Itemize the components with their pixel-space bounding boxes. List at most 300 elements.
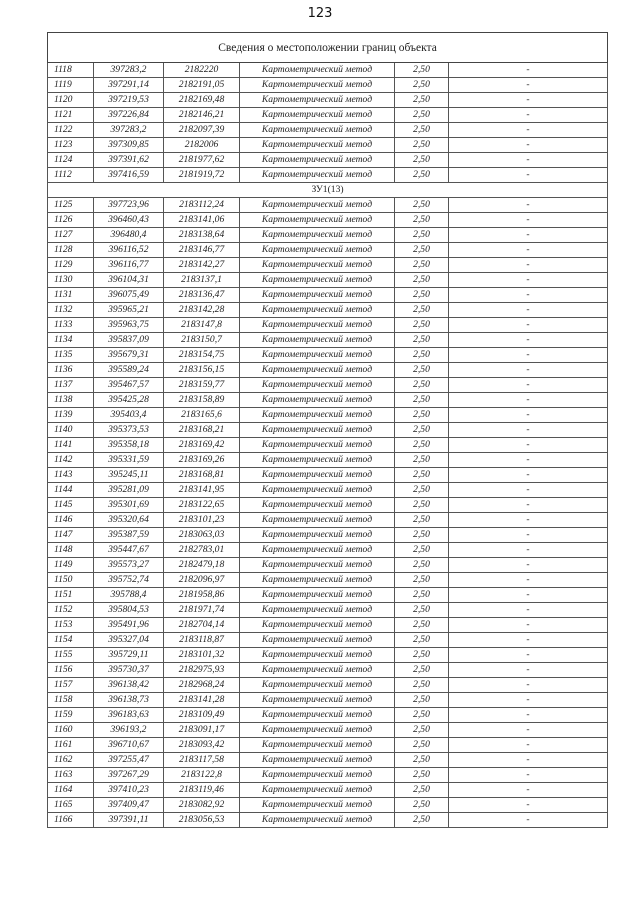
description-cell: - bbox=[449, 258, 608, 273]
point-number-cell: 1130 bbox=[48, 273, 94, 288]
description-cell: - bbox=[449, 633, 608, 648]
method-cell: Картометрический метод bbox=[240, 153, 395, 168]
point-number-cell: 1133 bbox=[48, 318, 94, 333]
method-cell: Картометрический метод bbox=[240, 198, 395, 213]
method-cell: Картометрический метод bbox=[240, 618, 395, 633]
description-cell: - bbox=[449, 573, 608, 588]
point-number-cell: 1120 bbox=[48, 93, 94, 108]
precision-cell: 2,50 bbox=[395, 573, 449, 588]
description-cell: - bbox=[449, 753, 608, 768]
coord-y-cell: 2183168,21 bbox=[164, 423, 240, 438]
point-number-cell: 1134 bbox=[48, 333, 94, 348]
precision-cell: 2,50 bbox=[395, 558, 449, 573]
point-number-cell: 1142 bbox=[48, 453, 94, 468]
coord-y-cell: 2183147,8 bbox=[164, 318, 240, 333]
coord-x-cell: 395331,59 bbox=[94, 453, 164, 468]
coord-x-cell: 395320,64 bbox=[94, 513, 164, 528]
precision-cell: 2,50 bbox=[395, 423, 449, 438]
point-number-cell: 1146 bbox=[48, 513, 94, 528]
coord-y-cell: 2181977,62 bbox=[164, 153, 240, 168]
method-cell: Картометрический метод bbox=[240, 738, 395, 753]
coord-y-cell: 2183154,75 bbox=[164, 348, 240, 363]
precision-cell: 2,50 bbox=[395, 288, 449, 303]
table-row bbox=[48, 93, 608, 108]
point-number-cell: 1164 bbox=[48, 783, 94, 798]
coord-x-cell: 396183,63 bbox=[94, 708, 164, 723]
method-cell: Картометрический метод bbox=[240, 633, 395, 648]
method-cell: Картометрический метод bbox=[240, 798, 395, 813]
precision-cell: 2,50 bbox=[395, 528, 449, 543]
precision-cell: 2,50 bbox=[395, 483, 449, 498]
description-cell: - bbox=[449, 348, 608, 363]
precision-cell: 2,50 bbox=[395, 708, 449, 723]
coord-y-cell: 2182479,18 bbox=[164, 558, 240, 573]
precision-cell: 2,50 bbox=[395, 393, 449, 408]
description-cell: - bbox=[449, 213, 608, 228]
point-number-cell: 1139 bbox=[48, 408, 94, 423]
description-cell: - bbox=[449, 168, 608, 183]
point-number-cell: 1156 bbox=[48, 663, 94, 678]
method-cell: Картометрический метод bbox=[240, 768, 395, 783]
coord-x-cell: 395963,75 bbox=[94, 318, 164, 333]
coord-x-cell: 397226,84 bbox=[94, 108, 164, 123]
precision-cell: 2,50 bbox=[395, 753, 449, 768]
point-number-cell: 1155 bbox=[48, 648, 94, 663]
coord-y-cell: 2183117,58 bbox=[164, 753, 240, 768]
coord-x-cell: 395679,31 bbox=[94, 348, 164, 363]
coord-x-cell: 396075,49 bbox=[94, 288, 164, 303]
description-cell: - bbox=[449, 408, 608, 423]
coord-x-cell: 397283,2 bbox=[94, 63, 164, 78]
coord-y-cell: 2181919,72 bbox=[164, 168, 240, 183]
precision-cell: 2,50 bbox=[395, 678, 449, 693]
coord-x-cell: 395245,11 bbox=[94, 468, 164, 483]
method-cell: Картометрический метод bbox=[240, 108, 395, 123]
table-row bbox=[48, 693, 608, 708]
coord-y-cell: 2183138,64 bbox=[164, 228, 240, 243]
description-cell: - bbox=[449, 273, 608, 288]
table-row bbox=[48, 543, 608, 558]
coord-y-cell: 2182783,01 bbox=[164, 543, 240, 558]
description-cell: - bbox=[449, 738, 608, 753]
method-cell: Картометрический метод bbox=[240, 333, 395, 348]
coord-y-cell: 2182220 bbox=[164, 63, 240, 78]
coord-y-cell: 2183142,28 bbox=[164, 303, 240, 318]
description-cell: - bbox=[449, 678, 608, 693]
coord-x-cell: 397291,14 bbox=[94, 78, 164, 93]
point-number-cell: 1132 bbox=[48, 303, 94, 318]
precision-cell: 2,50 bbox=[395, 318, 449, 333]
point-number-cell: 1127 bbox=[48, 228, 94, 243]
description-cell: - bbox=[449, 528, 608, 543]
method-cell: Картометрический метод bbox=[240, 468, 395, 483]
coord-x-cell: 395281,09 bbox=[94, 483, 164, 498]
description-cell: - bbox=[449, 708, 608, 723]
table-row bbox=[48, 348, 608, 363]
method-cell: Картометрический метод bbox=[240, 303, 395, 318]
boundary-table-body bbox=[48, 33, 608, 828]
coord-x-cell: 396193,2 bbox=[94, 723, 164, 738]
description-cell: - bbox=[449, 363, 608, 378]
description-cell: - bbox=[449, 243, 608, 258]
point-number-cell: 1158 bbox=[48, 693, 94, 708]
method-cell: Картометрический метод bbox=[240, 393, 395, 408]
table-row bbox=[48, 798, 608, 813]
precision-cell: 2,50 bbox=[395, 333, 449, 348]
point-number-cell: 1124 bbox=[48, 153, 94, 168]
coord-x-cell: 397391,11 bbox=[94, 813, 164, 828]
precision-cell: 2,50 bbox=[395, 243, 449, 258]
method-cell: Картометрический метод bbox=[240, 543, 395, 558]
table-title-row bbox=[48, 33, 608, 63]
description-cell: - bbox=[449, 723, 608, 738]
coord-y-cell: 2182097,39 bbox=[164, 123, 240, 138]
precision-cell: 2,50 bbox=[395, 168, 449, 183]
description-cell: - bbox=[449, 228, 608, 243]
coord-x-cell: 397410,23 bbox=[94, 783, 164, 798]
description-cell: - bbox=[449, 798, 608, 813]
table-row bbox=[48, 738, 608, 753]
table-row bbox=[48, 813, 608, 828]
precision-cell: 2,50 bbox=[395, 153, 449, 168]
section-label: ЗУ1(13) bbox=[48, 183, 608, 198]
precision-cell: 2,50 bbox=[395, 213, 449, 228]
precision-cell: 2,50 bbox=[395, 723, 449, 738]
precision-cell: 2,50 bbox=[395, 543, 449, 558]
coord-y-cell: 2183122,65 bbox=[164, 498, 240, 513]
description-cell: - bbox=[449, 438, 608, 453]
coord-y-cell: 2183101,23 bbox=[164, 513, 240, 528]
description-cell: - bbox=[449, 288, 608, 303]
method-cell: Картометрический метод bbox=[240, 228, 395, 243]
description-cell: - bbox=[449, 783, 608, 798]
table-row bbox=[48, 393, 608, 408]
description-cell: - bbox=[449, 648, 608, 663]
method-cell: Картометрический метод bbox=[240, 783, 395, 798]
description-cell: - bbox=[449, 93, 608, 108]
table-row bbox=[48, 498, 608, 513]
coord-y-cell: 2183141,06 bbox=[164, 213, 240, 228]
precision-cell: 2,50 bbox=[395, 258, 449, 273]
table-row bbox=[48, 333, 608, 348]
description-cell: - bbox=[449, 78, 608, 93]
method-cell: Картометрический метод bbox=[240, 753, 395, 768]
boundary-table bbox=[47, 32, 608, 828]
method-cell: Картометрический метод bbox=[240, 363, 395, 378]
precision-cell: 2,50 bbox=[395, 633, 449, 648]
point-number-cell: 1147 bbox=[48, 528, 94, 543]
point-number-cell: 1128 bbox=[48, 243, 94, 258]
precision-cell: 2,50 bbox=[395, 768, 449, 783]
method-cell: Картометрический метод bbox=[240, 288, 395, 303]
section-row bbox=[48, 183, 608, 198]
coord-y-cell: 2183165,6 bbox=[164, 408, 240, 423]
method-cell: Картометрический метод bbox=[240, 603, 395, 618]
point-number-cell: 1148 bbox=[48, 543, 94, 558]
table-row bbox=[48, 228, 608, 243]
description-cell: - bbox=[449, 468, 608, 483]
point-number-cell: 1165 bbox=[48, 798, 94, 813]
coord-y-cell: 2182191,05 bbox=[164, 78, 240, 93]
coord-y-cell: 2183168,81 bbox=[164, 468, 240, 483]
table-row bbox=[48, 213, 608, 228]
table-row bbox=[48, 783, 608, 798]
coord-x-cell: 395589,24 bbox=[94, 363, 164, 378]
precision-cell: 2,50 bbox=[395, 408, 449, 423]
precision-cell: 2,50 bbox=[395, 513, 449, 528]
coord-y-cell: 2183136,47 bbox=[164, 288, 240, 303]
table-row bbox=[48, 138, 608, 153]
table-row bbox=[48, 243, 608, 258]
coord-x-cell: 396710,67 bbox=[94, 738, 164, 753]
precision-cell: 2,50 bbox=[395, 138, 449, 153]
point-number-cell: 1135 bbox=[48, 348, 94, 363]
description-cell: - bbox=[449, 543, 608, 558]
method-cell: Картометрический метод bbox=[240, 423, 395, 438]
coord-y-cell: 2182096,97 bbox=[164, 573, 240, 588]
description-cell: - bbox=[449, 453, 608, 468]
table-row bbox=[48, 288, 608, 303]
coord-x-cell: 397283,2 bbox=[94, 123, 164, 138]
description-cell: - bbox=[449, 693, 608, 708]
point-number-cell: 1123 bbox=[48, 138, 94, 153]
table-row bbox=[48, 663, 608, 678]
table-row bbox=[48, 558, 608, 573]
description-cell: - bbox=[449, 588, 608, 603]
table-row bbox=[48, 378, 608, 393]
coord-y-cell: 2181971,74 bbox=[164, 603, 240, 618]
coord-x-cell: 395425,28 bbox=[94, 393, 164, 408]
table-row bbox=[48, 318, 608, 333]
precision-cell: 2,50 bbox=[395, 603, 449, 618]
point-number-cell: 1149 bbox=[48, 558, 94, 573]
method-cell: Картометрический метод bbox=[240, 558, 395, 573]
point-number-cell: 1143 bbox=[48, 468, 94, 483]
page-number: 123 bbox=[307, 6, 333, 21]
coord-y-cell: 2183150,7 bbox=[164, 333, 240, 348]
method-cell: Картометрический метод bbox=[240, 213, 395, 228]
table-row bbox=[48, 168, 608, 183]
precision-cell: 2,50 bbox=[395, 618, 449, 633]
coord-y-cell: 2182704,14 bbox=[164, 618, 240, 633]
method-cell: Картометрический метод bbox=[240, 258, 395, 273]
coord-x-cell: 396138,42 bbox=[94, 678, 164, 693]
table-row bbox=[48, 363, 608, 378]
method-cell: Картометрический метод bbox=[240, 318, 395, 333]
point-number-cell: 1137 bbox=[48, 378, 94, 393]
precision-cell: 2,50 bbox=[395, 438, 449, 453]
coord-x-cell: 397219,53 bbox=[94, 93, 164, 108]
coord-y-cell: 2183112,24 bbox=[164, 198, 240, 213]
coord-y-cell: 2183122,8 bbox=[164, 768, 240, 783]
description-cell: - bbox=[449, 663, 608, 678]
point-number-cell: 1112 bbox=[48, 168, 94, 183]
table-row bbox=[48, 588, 608, 603]
point-number-cell: 1160 bbox=[48, 723, 94, 738]
coord-x-cell: 395804,53 bbox=[94, 603, 164, 618]
method-cell: Картометрический метод bbox=[240, 663, 395, 678]
precision-cell: 2,50 bbox=[395, 498, 449, 513]
point-number-cell: 1159 bbox=[48, 708, 94, 723]
method-cell: Картометрический метод bbox=[240, 168, 395, 183]
precision-cell: 2,50 bbox=[395, 108, 449, 123]
point-number-cell: 1122 bbox=[48, 123, 94, 138]
precision-cell: 2,50 bbox=[395, 123, 449, 138]
point-number-cell: 1151 bbox=[48, 588, 94, 603]
coord-x-cell: 397723,96 bbox=[94, 198, 164, 213]
point-number-cell: 1163 bbox=[48, 768, 94, 783]
coord-x-cell: 395447,67 bbox=[94, 543, 164, 558]
method-cell: Картометрический метод bbox=[240, 573, 395, 588]
coord-x-cell: 395403,4 bbox=[94, 408, 164, 423]
description-cell: - bbox=[449, 393, 608, 408]
coord-y-cell: 2183141,95 bbox=[164, 483, 240, 498]
coord-x-cell: 395373,53 bbox=[94, 423, 164, 438]
method-cell: Картометрический метод bbox=[240, 708, 395, 723]
description-cell: - bbox=[449, 63, 608, 78]
method-cell: Картометрический метод bbox=[240, 483, 395, 498]
point-number-cell: 1157 bbox=[48, 678, 94, 693]
table-row bbox=[48, 678, 608, 693]
table-row bbox=[48, 453, 608, 468]
coord-y-cell: 2183082,92 bbox=[164, 798, 240, 813]
coord-x-cell: 397416,59 bbox=[94, 168, 164, 183]
precision-cell: 2,50 bbox=[395, 198, 449, 213]
description-cell: - bbox=[449, 558, 608, 573]
method-cell: Картометрический метод bbox=[240, 348, 395, 363]
description-cell: - bbox=[449, 483, 608, 498]
table-row bbox=[48, 618, 608, 633]
coord-y-cell: 2183056,53 bbox=[164, 813, 240, 828]
table-row bbox=[48, 108, 608, 123]
point-number-cell: 1140 bbox=[48, 423, 94, 438]
coord-x-cell: 395358,18 bbox=[94, 438, 164, 453]
coord-x-cell: 395387,59 bbox=[94, 528, 164, 543]
table-row bbox=[48, 198, 608, 213]
table-row bbox=[48, 633, 608, 648]
method-cell: Картометрический метод bbox=[240, 723, 395, 738]
point-number-cell: 1154 bbox=[48, 633, 94, 648]
table-row bbox=[48, 483, 608, 498]
method-cell: Картометрический метод bbox=[240, 453, 395, 468]
table-row bbox=[48, 603, 608, 618]
coord-x-cell: 397309,85 bbox=[94, 138, 164, 153]
coord-y-cell: 2183158,89 bbox=[164, 393, 240, 408]
precision-cell: 2,50 bbox=[395, 63, 449, 78]
description-cell: - bbox=[449, 813, 608, 828]
point-number-cell: 1153 bbox=[48, 618, 94, 633]
point-number-cell: 1126 bbox=[48, 213, 94, 228]
table-row bbox=[48, 513, 608, 528]
coord-x-cell: 395491,96 bbox=[94, 618, 164, 633]
table-row bbox=[48, 573, 608, 588]
description-cell: - bbox=[449, 108, 608, 123]
coord-x-cell: 395467,57 bbox=[94, 378, 164, 393]
point-number-cell: 1136 bbox=[48, 363, 94, 378]
description-cell: - bbox=[449, 603, 608, 618]
point-number-cell: 1144 bbox=[48, 483, 94, 498]
point-number-cell: 1145 bbox=[48, 498, 94, 513]
table-row bbox=[48, 468, 608, 483]
point-number-cell: 1131 bbox=[48, 288, 94, 303]
coord-y-cell: 2183156,15 bbox=[164, 363, 240, 378]
coord-x-cell: 395837,09 bbox=[94, 333, 164, 348]
table-row bbox=[48, 438, 608, 453]
point-number-cell: 1141 bbox=[48, 438, 94, 453]
coord-x-cell: 397267,29 bbox=[94, 768, 164, 783]
method-cell: Картометрический метод bbox=[240, 693, 395, 708]
coord-x-cell: 395965,21 bbox=[94, 303, 164, 318]
method-cell: Картометрический метод bbox=[240, 588, 395, 603]
coord-y-cell: 2182975,93 bbox=[164, 663, 240, 678]
coord-x-cell: 396104,31 bbox=[94, 273, 164, 288]
coord-y-cell: 2183091,17 bbox=[164, 723, 240, 738]
coord-y-cell: 2183159,77 bbox=[164, 378, 240, 393]
precision-cell: 2,50 bbox=[395, 588, 449, 603]
table-row bbox=[48, 768, 608, 783]
coord-x-cell: 395730,37 bbox=[94, 663, 164, 678]
table-row bbox=[48, 153, 608, 168]
precision-cell: 2,50 bbox=[395, 663, 449, 678]
description-cell: - bbox=[449, 378, 608, 393]
point-number-cell: 1118 bbox=[48, 63, 94, 78]
point-number-cell: 1119 bbox=[48, 78, 94, 93]
table-row bbox=[48, 63, 608, 78]
coord-x-cell: 397409,47 bbox=[94, 798, 164, 813]
precision-cell: 2,50 bbox=[395, 78, 449, 93]
method-cell: Картометрический метод bbox=[240, 63, 395, 78]
description-cell: - bbox=[449, 513, 608, 528]
method-cell: Картометрический метод bbox=[240, 93, 395, 108]
table-row bbox=[48, 408, 608, 423]
coord-x-cell: 397391,62 bbox=[94, 153, 164, 168]
description-cell: - bbox=[449, 153, 608, 168]
coord-y-cell: 2182169,48 bbox=[164, 93, 240, 108]
coord-y-cell: 2183169,26 bbox=[164, 453, 240, 468]
precision-cell: 2,50 bbox=[395, 273, 449, 288]
method-cell: Картометрический метод bbox=[240, 648, 395, 663]
table-title: Сведения о местоположении границ объекта bbox=[48, 33, 608, 63]
table-row bbox=[48, 708, 608, 723]
coord-y-cell: 2183093,42 bbox=[164, 738, 240, 753]
precision-cell: 2,50 bbox=[395, 813, 449, 828]
point-number-cell: 1150 bbox=[48, 573, 94, 588]
table-row bbox=[48, 528, 608, 543]
point-number-cell: 1121 bbox=[48, 108, 94, 123]
description-cell: - bbox=[449, 333, 608, 348]
coord-y-cell: 2183063,03 bbox=[164, 528, 240, 543]
precision-cell: 2,50 bbox=[395, 228, 449, 243]
description-cell: - bbox=[449, 303, 608, 318]
description-cell: - bbox=[449, 123, 608, 138]
coord-x-cell: 396138,73 bbox=[94, 693, 164, 708]
description-cell: - bbox=[449, 318, 608, 333]
precision-cell: 2,50 bbox=[395, 378, 449, 393]
method-cell: Картометрический метод bbox=[240, 138, 395, 153]
point-number-cell: 1138 bbox=[48, 393, 94, 408]
method-cell: Картометрический метод bbox=[240, 528, 395, 543]
description-cell: - bbox=[449, 768, 608, 783]
coord-y-cell: 2183141,28 bbox=[164, 693, 240, 708]
coord-y-cell: 2183169,42 bbox=[164, 438, 240, 453]
method-cell: Картометрический метод bbox=[240, 273, 395, 288]
method-cell: Картометрический метод bbox=[240, 513, 395, 528]
method-cell: Картометрический метод bbox=[240, 678, 395, 693]
coord-x-cell: 395573,27 bbox=[94, 558, 164, 573]
coord-y-cell: 2183146,77 bbox=[164, 243, 240, 258]
method-cell: Картометрический метод bbox=[240, 438, 395, 453]
point-number-cell: 1129 bbox=[48, 258, 94, 273]
